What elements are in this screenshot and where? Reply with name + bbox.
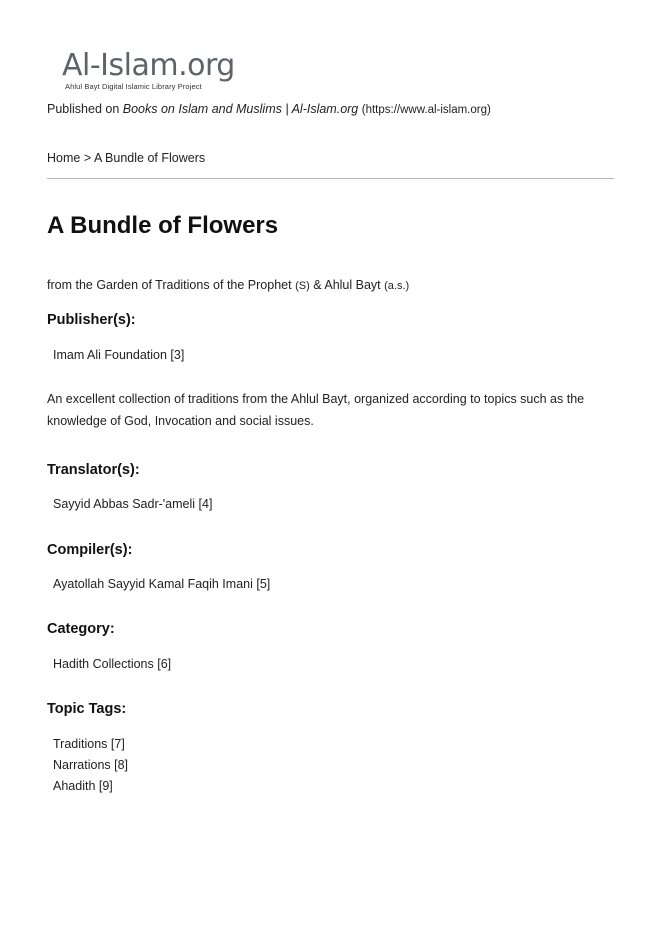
topic-tag-link[interactable]: Ahadith [9]: [53, 779, 113, 793]
category-link[interactable]: Hadith Collections [6]: [53, 657, 172, 671]
book-description: An excellent collection of traditions from the Ahlul Bayt, organized according to topics such as the knowledge of God, Invocation and social issues.: [47, 392, 585, 428]
breadcrumb-separator: >: [83, 151, 92, 165]
published-prefix: Published on: [47, 102, 120, 116]
site-url: (https://www.al-islam.org): [361, 104, 491, 116]
page-subtitle: [47, 278, 409, 292]
compilers-label: Compiler(s):: [47, 542, 133, 558]
translator-link[interactable]: Sayyid Abbas Sadr-'ameli [4]: [53, 497, 213, 511]
header-divider: [47, 178, 614, 179]
logo-wordmark: Al-Islam.org: [62, 48, 235, 83]
breadcrumb-home-link[interactable]: Home: [47, 151, 81, 165]
logo-tagline: Ahlul Bayt Digital Islamic Library Project: [65, 82, 202, 91]
breadcrumb-current: A Bundle of Flowers: [93, 151, 206, 165]
subtitle-main: from the Garden of Traditions of the Prophet: [47, 278, 292, 292]
compiler-link[interactable]: Ayatollah Sayyid Kamal Faqih Imani [5]: [53, 577, 271, 591]
site-logo[interactable]: [62, 50, 262, 98]
publisher-link[interactable]: Imam Ali Foundation [3]: [53, 348, 185, 362]
site-name-link[interactable]: Books on Islam and Muslims | Al-Islam.org: [122, 102, 359, 116]
category-label: Category:: [47, 621, 115, 637]
topic-tags-label: Topic Tags:: [47, 701, 127, 717]
translators-label: Translator(s):: [47, 462, 140, 478]
publishers-label: Publisher(s):: [47, 312, 136, 328]
subtitle-as: (a.s.): [384, 280, 410, 292]
subtitle-amp: & Ahlul Bayt: [313, 278, 381, 292]
topic-tag-link[interactable]: Narrations [8]: [53, 758, 129, 772]
topic-tag-link[interactable]: Traditions [7]: [53, 737, 125, 751]
published-on-line: [47, 102, 491, 116]
subtitle-s: (S): [295, 280, 310, 292]
breadcrumb: [47, 151, 205, 165]
page-title: A Bundle of Flowers: [47, 212, 279, 239]
